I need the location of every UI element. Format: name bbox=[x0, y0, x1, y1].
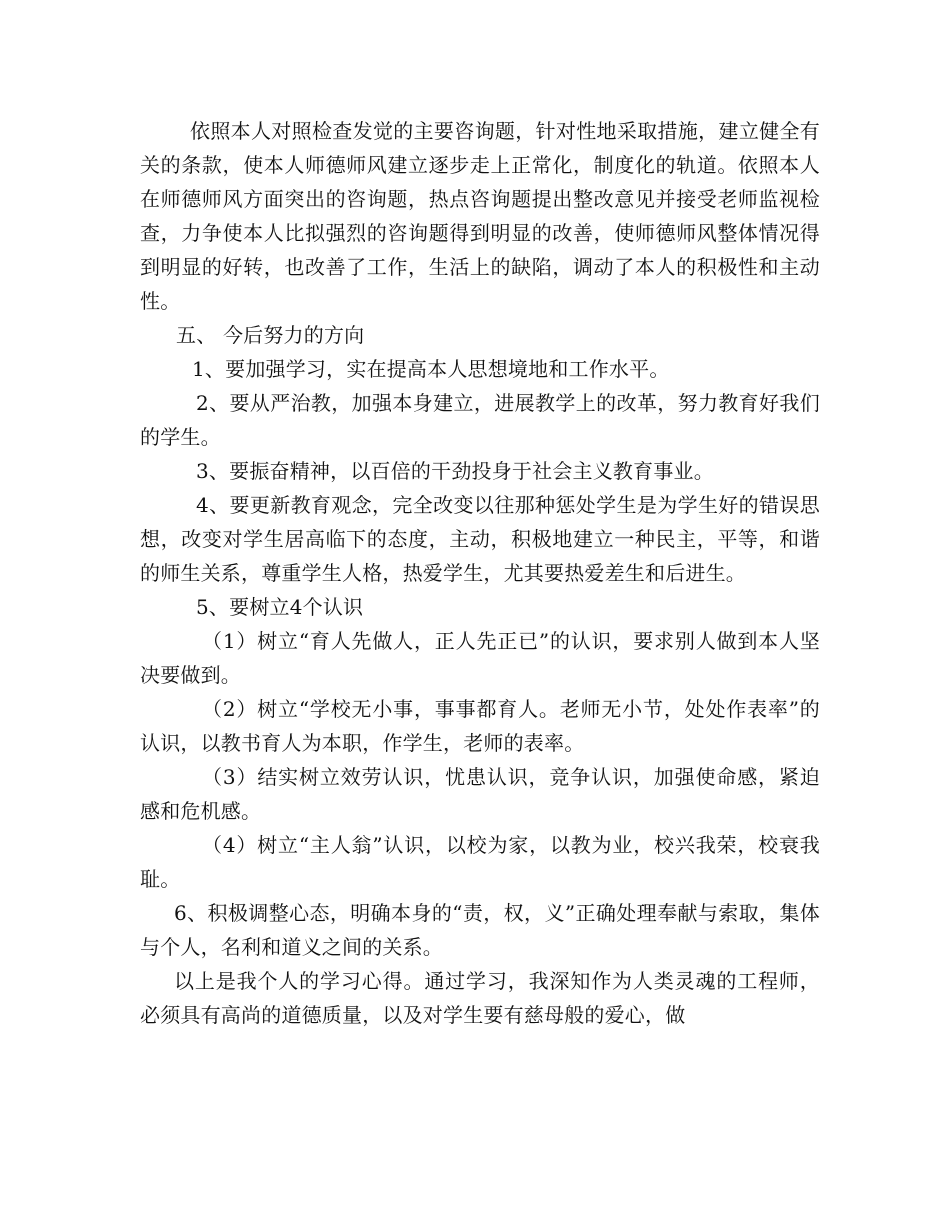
section-heading-future-direction: 五、 今后努力的方向 bbox=[176, 323, 365, 347]
sub-item-1: （1）树立“育人先做人，正人先正已”的认识，要求别人做到本人坚决要做到。 bbox=[140, 629, 820, 687]
paragraph-conclusion: 以上是我个人的学习心得。通过学习，我深知作为人类灵魂的工程师，必须具有高尚的道德质量，以及对学生要有慈母般的爱心，做 bbox=[140, 969, 820, 1027]
list-item-5: 5、要树立4个认识 bbox=[196, 595, 364, 619]
list-item-1: 1、要加强学习，实在提高本人思想境地和工作水平。 bbox=[192, 357, 670, 381]
document-body bbox=[140, 114, 820, 1032]
list-item-3: 3、要振奋精神，以百倍的干劲投身于社会主义教育事业。 bbox=[196, 459, 714, 483]
sub-item-3: （3）结实树立效劳认识，忧患认识，竞争认识，加强使命感，紧迫感和危机感。 bbox=[140, 765, 820, 823]
list-item-2: 2、要从严治教，加强本身建立，进展教学上的改革，努力教育好我们的学生。 bbox=[140, 391, 820, 449]
list-item-4: 4、要更新教育观念，完全改变以往那种惩处学生是为学生好的错误思想，改变对学生居高临下的态度，主动，积极地建立一种民主，平等，和谐的师生关系，尊重学生人格，热爱学生，尤其要热爱差生和后进生。 bbox=[140, 493, 820, 585]
sub-item-2: （2）树立“学校无小事，事事都育人。老师无小节，处处作表率”的认识，以教书育人为本职，作学生，老师的表率。 bbox=[140, 697, 820, 755]
list-item-6: 6、积极调整心态，明确本身的“责，权，义”正确处理奉献与索取，集体与个人，名利和道义之间的关系。 bbox=[140, 901, 820, 959]
sub-item-4: （4）树立“主人翁”认识，以校为家，以教为业，校兴我荣，校衰我耻。 bbox=[140, 833, 820, 891]
paragraph-rectification: 依照本人对照检查发觉的主要咨询题，针对性地采取措施，建立健全有关的条款，使本人师德师风建立逐步走上正常化，制度化的轨道。依照本人在师德师风方面突出的咨询题，热点咨询题提出整改意见并接受老师监视检查，力争使本人比拟强烈的咨询题得到明显的改善，使师德师风整体情况得到明显的好转，也改善了工作，生活上的缺陷，调动了本人的积极性和主动性。 bbox=[140, 119, 820, 313]
